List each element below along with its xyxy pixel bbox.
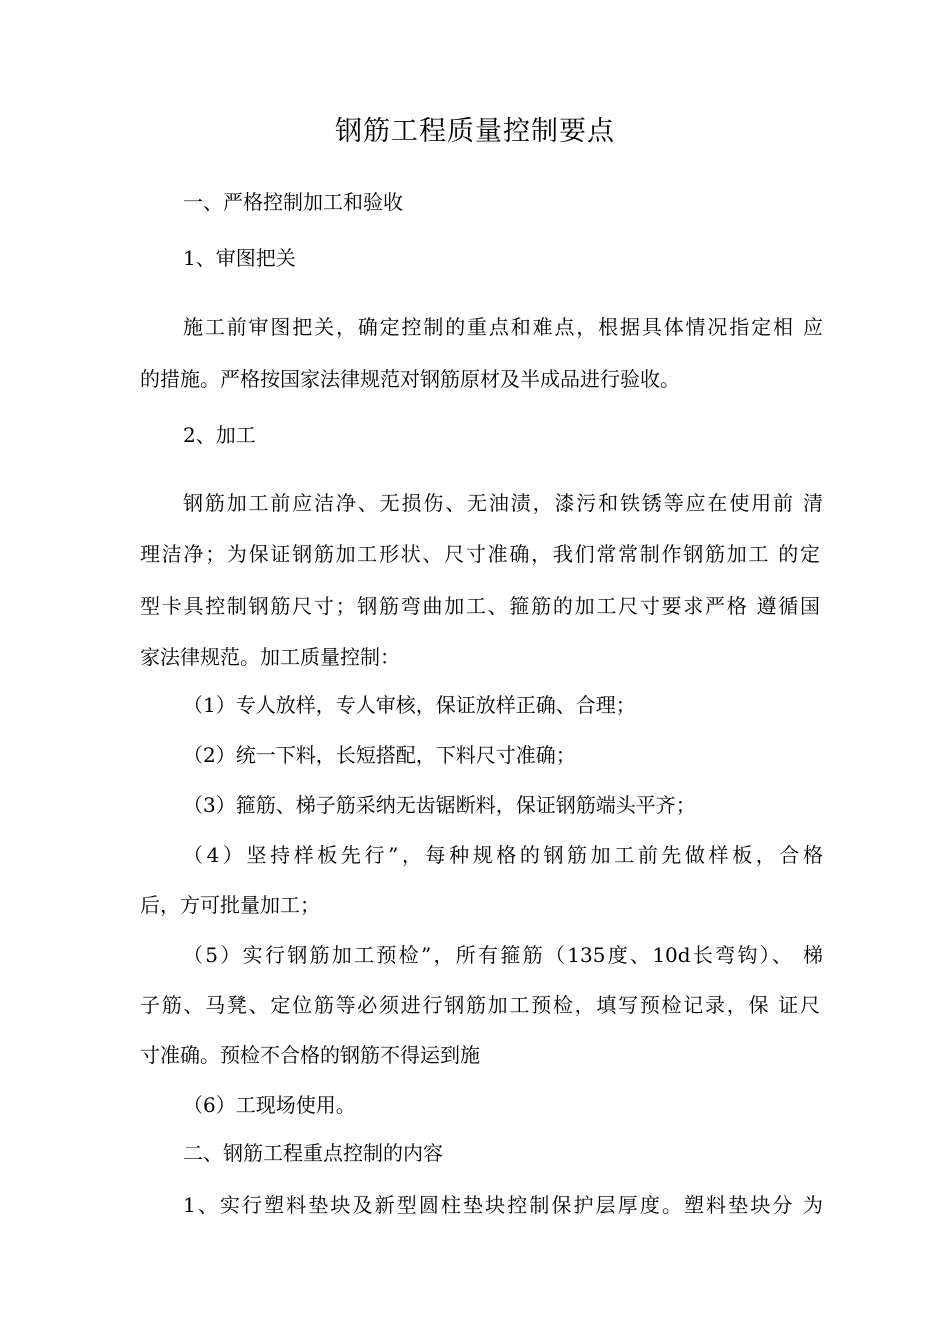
paragraph-line: 型卡具控制钢筋尺寸；钢筋弯曲加工、箍筋的加工尺寸要求严格 遵循国 bbox=[140, 594, 820, 618]
list-item: （3）箍筋、梯子筋采纳无齿锯断料，保证钢筋端头平齐； bbox=[183, 793, 696, 817]
list-item: （5）实行钢筋加工预检”，所有箍筋（135度、10d长弯钩）、 梯 bbox=[183, 943, 823, 967]
subsection-heading-review: 1、审图把关 bbox=[183, 246, 296, 270]
paragraph-line: 1、实行塑料垫块及新型圆柱垫块控制保护层厚度。塑料垫块分 为 bbox=[183, 1193, 823, 1217]
paragraph-line: 施工前审图把关，确定控制的重点和难点，根据具体情况指定相 应 bbox=[183, 315, 823, 339]
list-item-continuation: 子筋、马凳、定位筋等必须进行钢筋加工预检，填写预检记录，保 证尺 bbox=[140, 993, 820, 1017]
paragraph-line: 钢筋加工前应洁净、无损伤、无油渍，漆污和铁锈等应在使用前 清 bbox=[183, 491, 823, 515]
section-heading-1: 一、严格控制加工和验收 bbox=[183, 190, 403, 214]
paragraph-line: 的措施。严格按国家法律规范对钢筋原材及半成品进行验收。 bbox=[140, 367, 680, 391]
list-item-continuation: 后，方可批量加工； bbox=[140, 893, 320, 917]
document-title: 钢筋工程质量控制要点 bbox=[335, 116, 615, 147]
subsection-heading-processing: 2、加工 bbox=[183, 423, 256, 447]
list-item: （2）统一下料，长短搭配，下料尺寸准确； bbox=[183, 743, 576, 767]
list-item: （4）坚持样板先行”，每种规格的钢筋加工前先做样板，合格 bbox=[183, 843, 823, 867]
list-item: （6）工现场使用。 bbox=[183, 1093, 356, 1117]
section-heading-2: 二、钢筋工程重点控制的内容 bbox=[183, 1141, 443, 1165]
paragraph-line: 家法律规范。加工质量控制： bbox=[140, 645, 400, 669]
list-item: （1）专人放样，专人审核，保证放样正确、合理； bbox=[183, 693, 636, 717]
paragraph-line: 理洁净；为保证钢筋加工形状、尺寸准确，我们常常制作钢筋加工 的定 bbox=[140, 542, 820, 566]
list-item-continuation: 寸准确。预检不合格的钢筋不得运到施 bbox=[140, 1043, 480, 1067]
